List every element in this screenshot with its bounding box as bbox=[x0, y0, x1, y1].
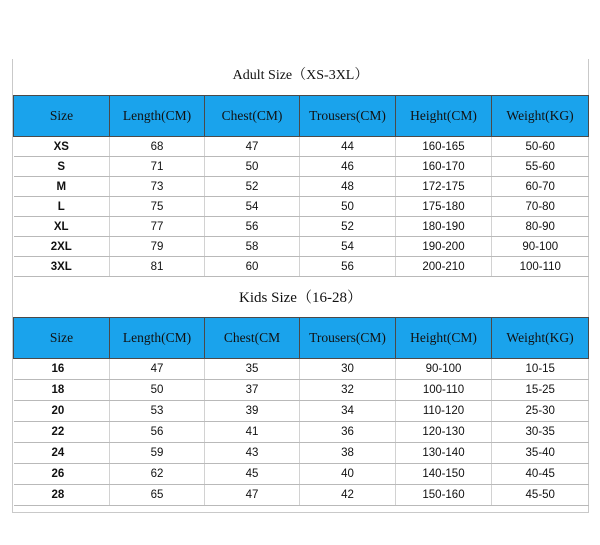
kids-cell: 47 bbox=[205, 485, 300, 506]
table-row bbox=[14, 237, 589, 257]
kids-cell: 32 bbox=[300, 380, 396, 401]
adult-cell: 50 bbox=[300, 197, 396, 217]
table-row bbox=[14, 464, 589, 485]
kids-cell: 35 bbox=[205, 359, 300, 380]
adult-cell: 90-100 bbox=[492, 237, 589, 257]
table-row bbox=[14, 177, 589, 197]
kids-header-cell: Chest(CM bbox=[205, 318, 300, 359]
adult-cell: 56 bbox=[205, 217, 300, 237]
adult-cell: 71 bbox=[110, 157, 205, 177]
kids-cell: 42 bbox=[300, 485, 396, 506]
adult-cell: 52 bbox=[205, 177, 300, 197]
kids-header-cell: Weight(KG) bbox=[492, 318, 589, 359]
adult-header-cell: Length(CM) bbox=[110, 96, 205, 137]
adult-size-title: Adult Size（XS-3XL） bbox=[232, 68, 369, 83]
kids-cell: 100-110 bbox=[396, 380, 492, 401]
adult-cell: 52 bbox=[300, 217, 396, 237]
kids-header-cell: Trousers(CM) bbox=[300, 318, 396, 359]
adult-cell: 81 bbox=[110, 257, 205, 277]
kids-cell: 50 bbox=[110, 380, 205, 401]
adult-cell: 60 bbox=[205, 257, 300, 277]
kids-cell: 35-40 bbox=[492, 443, 589, 464]
table-row bbox=[14, 380, 589, 401]
size-chart bbox=[12, 59, 589, 513]
kids-size-title: Kids Size（16-28） bbox=[239, 290, 362, 306]
adult-cell: 77 bbox=[110, 217, 205, 237]
adult-cell: 44 bbox=[300, 137, 396, 157]
kids-cell: 22 bbox=[14, 422, 110, 443]
adult-cell: 160-165 bbox=[396, 137, 492, 157]
kids-cell: 41 bbox=[205, 422, 300, 443]
kids-header-cell: Height(CM) bbox=[396, 318, 492, 359]
adult-cell: 3XL bbox=[14, 257, 110, 277]
adult-cell: 79 bbox=[110, 237, 205, 257]
adult-cell: 68 bbox=[110, 137, 205, 157]
kids-cell: 120-130 bbox=[396, 422, 492, 443]
kids-header-cell: Size bbox=[14, 318, 110, 359]
kids-cell: 24 bbox=[14, 443, 110, 464]
kids-cell: 43 bbox=[205, 443, 300, 464]
kids-cell: 130-140 bbox=[396, 443, 492, 464]
adult-cell: 54 bbox=[205, 197, 300, 217]
kids-cell: 38 bbox=[300, 443, 396, 464]
adult-cell: 58 bbox=[205, 237, 300, 257]
table-row bbox=[14, 217, 589, 237]
table-row bbox=[14, 257, 589, 277]
kids-cell: 59 bbox=[110, 443, 205, 464]
adult-header-cell: Trousers(CM) bbox=[300, 96, 396, 137]
adult-header-cell: Weight(KG) bbox=[492, 96, 589, 137]
table-row bbox=[14, 359, 589, 380]
kids-cell: 36 bbox=[300, 422, 396, 443]
table-row bbox=[14, 443, 589, 464]
kids-cell: 28 bbox=[14, 485, 110, 506]
table-row bbox=[14, 485, 589, 506]
kids-cell: 26 bbox=[14, 464, 110, 485]
adult-cell: 47 bbox=[205, 137, 300, 157]
kids-cell: 45 bbox=[205, 464, 300, 485]
adult-cell: 100-110 bbox=[492, 257, 589, 277]
kids-cell: 65 bbox=[110, 485, 205, 506]
kids-cell: 56 bbox=[110, 422, 205, 443]
kids-cell: 18 bbox=[14, 380, 110, 401]
adult-size-table bbox=[13, 95, 589, 277]
kids-cell: 30 bbox=[300, 359, 396, 380]
adult-cell: XL bbox=[14, 217, 110, 237]
adult-cell: XS bbox=[14, 137, 110, 157]
adult-cell: 80-90 bbox=[492, 217, 589, 237]
adult-cell: L bbox=[14, 197, 110, 217]
kids-cell: 15-25 bbox=[492, 380, 589, 401]
adult-cell: 160-170 bbox=[396, 157, 492, 177]
kids-cell: 40 bbox=[300, 464, 396, 485]
adult-cell: 56 bbox=[300, 257, 396, 277]
kids-cell: 150-160 bbox=[396, 485, 492, 506]
adult-cell: 200-210 bbox=[396, 257, 492, 277]
kids-cell: 53 bbox=[110, 401, 205, 422]
kids-header-cell: Length(CM) bbox=[110, 318, 205, 359]
adult-cell: 2XL bbox=[14, 237, 110, 257]
kids-cell: 10-15 bbox=[492, 359, 589, 380]
kids-cell: 39 bbox=[205, 401, 300, 422]
table-row bbox=[14, 157, 589, 177]
kids-cell: 37 bbox=[205, 380, 300, 401]
kids-cell: 25-30 bbox=[492, 401, 589, 422]
kids-cell: 16 bbox=[14, 359, 110, 380]
adult-cell: S bbox=[14, 157, 110, 177]
adult-cell: 54 bbox=[300, 237, 396, 257]
adult-cell: 55-60 bbox=[492, 157, 589, 177]
kids-cell: 110-120 bbox=[396, 401, 492, 422]
kids-cell: 62 bbox=[110, 464, 205, 485]
adult-cell: 50-60 bbox=[492, 137, 589, 157]
bottom-border bbox=[13, 506, 588, 513]
adult-cell: 190-200 bbox=[396, 237, 492, 257]
adult-cell: 180-190 bbox=[396, 217, 492, 237]
kids-cell: 20 bbox=[14, 401, 110, 422]
adult-header-cell: Chest(CM) bbox=[205, 96, 300, 137]
kids-cell: 30-35 bbox=[492, 422, 589, 443]
adult-header-cell: Size bbox=[14, 96, 110, 137]
kids-cell: 47 bbox=[110, 359, 205, 380]
kids-cell: 90-100 bbox=[396, 359, 492, 380]
adult-cell: 50 bbox=[205, 157, 300, 177]
adult-cell: 70-80 bbox=[492, 197, 589, 217]
kids-cell: 34 bbox=[300, 401, 396, 422]
table-row bbox=[14, 197, 589, 217]
kids-cell: 140-150 bbox=[396, 464, 492, 485]
kids-cell: 45-50 bbox=[492, 485, 589, 506]
adult-cell: 60-70 bbox=[492, 177, 589, 197]
adult-cell: 75 bbox=[110, 197, 205, 217]
table-row bbox=[14, 137, 589, 157]
adult-cell: 48 bbox=[300, 177, 396, 197]
adult-cell: M bbox=[14, 177, 110, 197]
adult-header-cell: Height(CM) bbox=[396, 96, 492, 137]
adult-cell: 175-180 bbox=[396, 197, 492, 217]
kids-size-table bbox=[13, 317, 589, 506]
kids-cell: 40-45 bbox=[492, 464, 589, 485]
adult-cell: 73 bbox=[110, 177, 205, 197]
table-row bbox=[14, 422, 589, 443]
adult-cell: 46 bbox=[300, 157, 396, 177]
table-row bbox=[14, 401, 589, 422]
adult-cell: 172-175 bbox=[396, 177, 492, 197]
